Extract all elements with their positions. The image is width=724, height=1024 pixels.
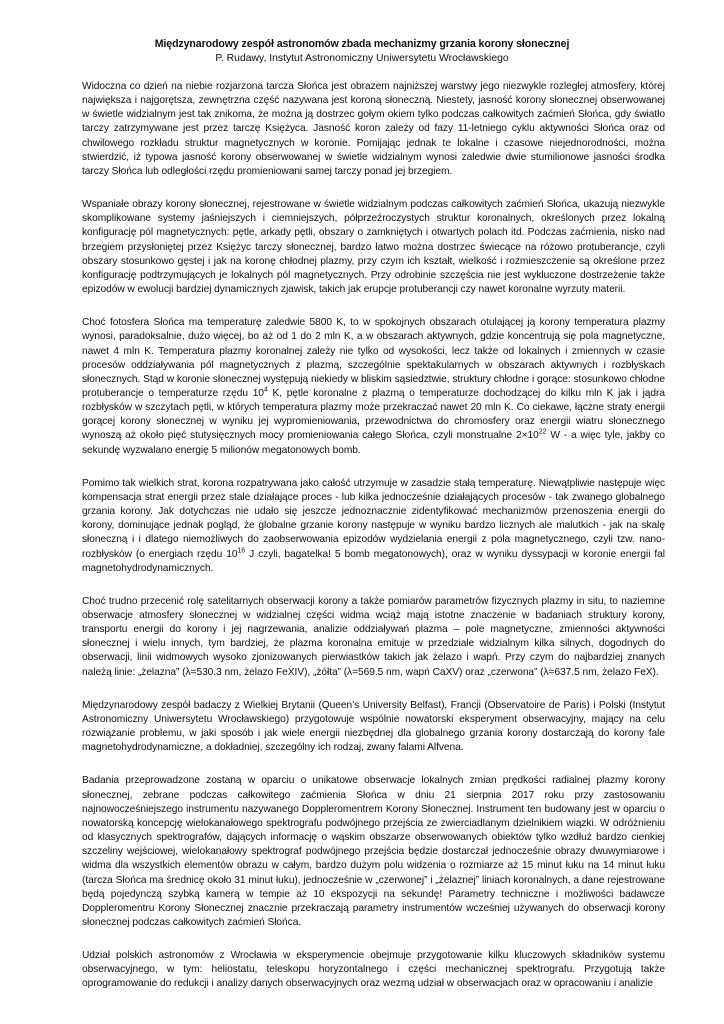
document-body [82, 80, 665, 1011]
paragraph: Widoczna co dzień na niebie rozjarzona tarcza Słońca jest obrazem najniższej warstwy jego niezwykle rozległej atmosfery, której największa i najgorętsza, zewnętrzna część nazywana jest koroną słoneczną. Niestety, jasność korony słonecznej obserwowanej w świetle widzialnym jest tak znikoma, że można ją dostrzec gołym okiem tylko podczas całkowitych zaćmień Słońca, gdy światło tarczy zatrzymywane jest przez tarczę Księżyca. Jasność koron zależy od fazy 11-letniego cyklu aktywności Słońca oraz od chwilowego rozkładu struktur magnetycznych w koronie. Pomijając jednak te lokalne i czasowe niejednorodności, można stwierdzić, iż typowa jasność korony obserwowanej w świetle widzialnym wynosi zaledwie dwie stumilionowe jasności środka tarczy Słońca lub odległości rzędu promieniowani samej tarczy ponad jej brzegiem. [82, 81, 665, 177]
paragraph: Międzynarodowy zespół badaczy z Wielkiej Brytanii (Queen’s University Belfast), Francji (Observatoire de Paris) i Polski (Instytut Astronomiczny Uniwersytetu Wrocławskiego) przygotowuje wspólnie nowatorski eksperyment obserwacyjny, mający na celu rozwiązanie problemu, w jaki sposób i jak wiele energii niezbędnej dla globalnego grzania korony dostarczają do korony fale magnetohydrodynamiczne, a dokładniej, szczególny ich rodzaj, zwany falami Alfvena. [82, 699, 665, 754]
paragraph: Udział polskich astronomów z Wrocławia w eksperymencie obejmuje przygotowanie kilku kluczowych składników systemu obserwacyjnego, w tym: heliostatu, teleskopu horyzontalnego i części mechanicznej spektrografu. Przygotują także oprogramowanie do redukcji i analizy danych obserwacyjnych oraz wezmą udział w obserwacjach oraz w opracowaniu i analizie [82, 950, 665, 990]
paragraph: Badania przeprowadzone zostaną w oparciu o unikatowe obserwacje lokalnych zmian prędkości radialnej plazmy korony słonecznej, zebrane podczas całkowitego zaćmienia Słońca w dniu 21 sierpnia 2017 roku przy zastosowaniu najnowocześniejszego instrumentu nazywanego Doppleromentrem Korony Słonecznej. Instrument ten budowany jest w oparciu o nowatorską koncepcję wielokanałowego spektrografu podwójnego przejścia ze zwierciadlanym dzielnikiem wiązki. W odróżnieniu od klasycznych spektrografów, dających informację o wąskim obszarze obserwowanych obiektów tylko wzdłuż bardzo cienkiej szczeliny wejściowej, wielokanałowy spektrograf podwójnego przejścia będzie dostarczał jednocześnie obrazy dwuwymiarowe i widma dla wszystkich elementów obrazu w całym, bardzo dużym polu widzenia o rozmiarze aż 15 minut łuku na 14 minut łuku (tarcza Słońca ma średnicę około 31 minut łuku), jednocześnie w „czerwonej” i „żelaznej” liniach koronalnych, a dane rejestrowane będą pojedynczą szybką kamerą w tempie aż 10 ekspozycji na sekundę! Parametry techniczne i możliwości badawcze Doppleromentru Korony Słonecznej znacznie przekraczają parametry instrumentów wcześniej używanych do obserwacji korony słonecznej podczas całkowitych zaćmień Słońca. [82, 775, 665, 928]
document-authors: P. Rudawy, Instytut Astronomiczny Uniwersytetu Wrocławskiego [215, 53, 509, 64]
paragraph: Wspaniałe obrazy korony słonecznej, rejestrowane w świetle widzialnym podczas całkowitych zaćmień Słońca, ukazują niezwykle skomplikowane systemy jaśniejszych i ciemniejszych, półprzeźroczystych struktur koronalnych, określonych przez lokalną konfigurację pól magnetycznych: pętle, arkady pętli, obszary o zamkniętych i otwartych polach itd. Podczas zaćmienia, nisko nad brzegiem przysłoniętej przez Księżyc tarczy słonecznej, bardzo łatwo można dostrzec świecące na różowo protuberancje, czyli obszary stosunkowo gęstej i jak na koronę chłodnej plazmy, przy czym ich kształt, wielkość i rozmieszczenie są określone przez konfigurację podtrzymujących je lokalnych pól magnetycznych. Przy odrobinie szczęścia nie jest wykluczone dostrzeżenie także epizodów w ewolucji bardziej dynamicznych zjawisk, takich jak erupcje protuberancji czy nawet koronalne wyrzuty materii. [82, 199, 665, 296]
paragraph: Choć fotosfera Słońca ma temperaturę zaledwie 5800 K, to w spokojnych obszarach otulającej ją korony temperatura plazmy wynosi, paradoksalnie, dużo więcej, bo aż od 1 do 2 mln K, a w obszarach aktywnych, gdzie koncentrują się pola magnetyczne, nawet 4 mln K. Temperatura plazmy koronalnej zależy nie tylko od wysokości, lecz także od lokalnych i zmiennych w czasie procesów oddziaływania pól magnetycznych z plazmą, szczególnie spektakularnych w obszarach aktywnych i rozbłyskach słonecznych. Stąd w koronie słonecznej występują niekiedy w bliskim sąsiedztwie, struktury chłodne i gorące: stosunkowo chłodne protuberancje o temperaturze rzędu $10^4$ K, pętle koronalne z plazmą o temperaturze dochodzącej do kilku mln K jak i jądra rozbłysków w szczytach pętli, w których temperatura plazmy może przekraczać nawet 20 mln K. Co ciekawe, łączne straty energii gorącej korony słonecznej w wyniku jej wypromieniowania, przewodnictwa do chromosfery oraz energii wiatru słonecznego wynoszą aż około pięć stutysięcznych mocy promieniowania całego Słońca, czyli monstrualne $2\times 10^{22}$ W - a więc tyle, jakby co sekundę wyzwalano energię 5 milionów megatonowych bomb. [82, 317, 665, 456]
document-title: Międzynarodowy zespół astronomów zbada mechanizmy grzania korony słonecznej [154, 38, 570, 50]
paragraph: Choć trudno przecenić rolę satelitarnych obserwacji korony a także pomiarów parametrów fizycznych plazmy in situ, to naziemne obserwacje atmosfery słonecznej w widzialnej części widma wciąż mają istotne znaczenie w badaniach struktury korony, transportu energii do korony i jej nagrzewania, analizie oddziaływań plazma – pole magnetyczne, zmienności aktywności słonecznej i wielu innych, tym bardziej, że plazma koronalna emituje w przedziale widzialnym kilka silnych, dogodnych do obserwacji, linii widmowych wysoko zjonizowanych pierwiastków takich jak żelazo i wapń. Przy czym do najbardziej znanych należą linie: „żelazna” (λ=530.3 nm, żelazo FeXIV), „żółta” (λ=569.5 nm, wapń CaXV) oraz „czerwona” (λ=637.5 nm, żelazo FeX). [82, 595, 665, 678]
paragraph: Pomimo tak wielkich strat, korona rozpatrywana jako całość utrzymuje w zasadzie stałą temperaturę. Niewątpliwie następuje więc kompensacja strat energii przez stale działające proces - lub kilka jednocześnie działających procesów - tak zwanego globalnego grzania korony. Jak dotychczas nie udało się jeszcze jednoznacznie zidentyfikować mechanizmów przenoszenia energii do korony, dominujące jednak pogląd, że globalne grzanie korony następuje w wyniku bardzo licznych ale malutkich - jak na skalę słoneczną i i dlatego niemożliwych do zaobserwowania epizodów wydzielania energii z pola magnetycznego, czyli tzw. nano-rozbłysków (o energiach rzędu $10^{16}$ J czyli, bagatelka! 5 bomb megatonowych), oraz w wyniku dyssypacji w koronie energii fal magnetohydrodynamicznych. [82, 477, 665, 574]
document-header [60, 38, 664, 65]
